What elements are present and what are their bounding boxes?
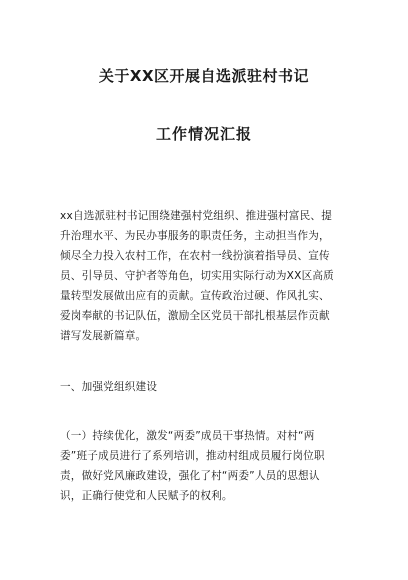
intro-paragraph [60, 206, 357, 346]
intro-paragraph-line: 爱岗奉献的书记队伍，激励全区党员干部扎根基层作贡献 [60, 310, 330, 322]
intro-paragraph-line: 倾尽全力投入农村工作，在农村一线扮演着指导员、宣传 [60, 250, 330, 262]
intro-paragraph-line: xx自选派驻村书记围绕建强村党组织、推进强村富民、提 [60, 210, 332, 222]
document-title-line-2: 工作情况汇报 [155, 125, 252, 143]
section-paragraph [60, 426, 357, 506]
section-paragraph-line: （一）持续优化，激发“两委”成员干事热情。对村“两 [60, 430, 315, 442]
intro-paragraph-line: 量转型发展做出应有的贡献。宣传政治过硬、作风扎实、 [60, 290, 330, 302]
section-heading [60, 377, 357, 397]
section-heading-text: 一、加强党组织建设 [60, 381, 158, 393]
section-paragraph-line: 识，正确行使党和人民赋予的权利。 [60, 490, 233, 502]
intro-paragraph-line: 升治理水平、为民办事服务的职责任务，主动担当作为， [60, 230, 330, 242]
section-paragraph-line: 委”班子成员进行了系列培训，推动村组成员履行岗位职 [60, 450, 325, 462]
intro-paragraph-line: 谱写发展新篇章。 [60, 330, 147, 342]
document-title-line-1: 关于XX区开展自选派驻村书记 [98, 67, 310, 85]
intro-paragraph-line: 员、引导员、守护者等角色，切实用实际行动为XX区高质 [60, 270, 334, 282]
section-paragraph-line: 责，做好党风廉政建设，强化了村“两委”人员的思想认 [60, 470, 320, 482]
